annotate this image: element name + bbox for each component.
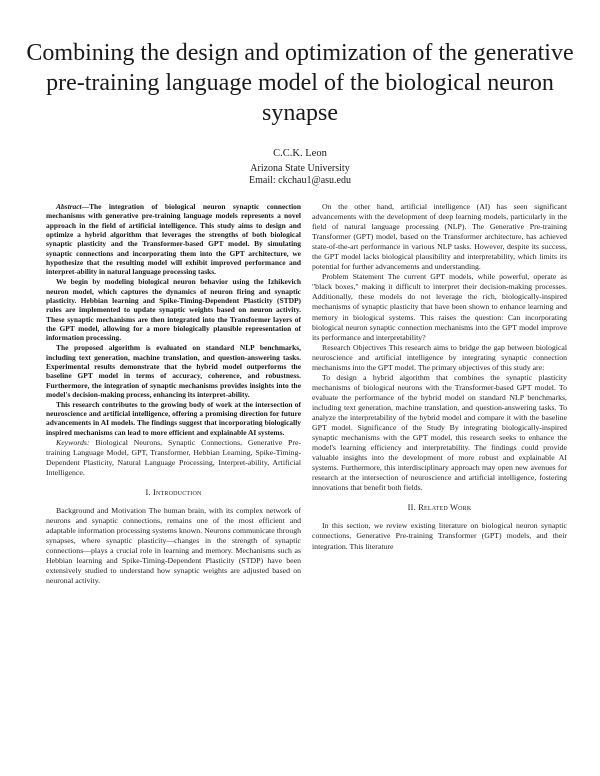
author-affiliation: Arizona State University (250, 162, 350, 174)
intro-paragraph-1: Background and Motivation The human brain, with its complex network of neurons and synaptic connections, remains one of the most efficient and adaptable information processing systems known. Neurons communicate through synapses, where synaptic plasticity—changes in the strength of synaptic connections—plays a crucial role in learning and memory. Mechanisms such as Hebbian learning and Spike-Timing-Dependent Plasticity (STDP) have been extensively studied to understand how synaptic weights are adjusted based on neuronal activity. (46, 505, 301, 586)
section-heading-related-work (312, 503, 567, 513)
paper-title: Combining the design and optimization of the generative pre-training language model of the biological neuron synapse (26, 40, 574, 126)
section-title: Introduction (153, 487, 202, 497)
intro-paragraph-2: On the other hand, artificial intelligence (AI) has seen significant advancements with the development of deep learning models, particularly in the field of natural language processing (NLP). The Generative Pre-training Transformer (GPT) model, based on the Transformer architecture, has achieved state-of-the-art performance in various NLP tasks. However, despite its success, the GPT model lacks biological plausibility and interpretability, which limits its potential for further advancements and understanding. (312, 202, 567, 272)
intro-paragraph-5: To design a hybrid algorithm that combines the synaptic plasticity mechanisms of biological neurons with the Transformer-based GPT model. To evaluate the performance of the hybrid model on standard NLP benchmarks, including text generation, machine translation, and question-answering tasks. To analyze the interpretability of the hybrid model and compare it with the baseline GPT model. Significance of the Study By integrating biologically-inspired synaptic mechanisms with the GPT model, this research seeks to enhance the model's learning efficiency and interpretability. The findings could provide valuable insights into the development of more robust and explainable AI systems. Furthermore, this interdisciplinary approach may open new avenues for research at the intersection of neuroscience and artificial intelligence, fostering innovations that benefit both fields. (312, 372, 567, 493)
section-number: I. (145, 487, 151, 497)
author-name: C.C.K. Leon (273, 148, 327, 159)
related-work-paragraph-1: In this section, we review existing literature on biological neuron synaptic connections, Generative Pre-training Transformer (GPT) models, and their integration. This literature (312, 521, 567, 551)
right-column (312, 202, 567, 552)
intro-paragraph-3: Problem Statement The current GPT models, while powerful, operate as "black boxes," making it difficult to interpret their decision-making processes. Additionally, these models do not leverage the rich, biologically-inspired mechanisms of synaptic plasticity that have been shown to enhance learning and memory in biological systems. This raises the question: Can incorporating biological neuron synaptic connection mechanisms into the GPT model improve its performance and interpretability? (312, 272, 567, 342)
abstract-paragraph-3: The proposed algorithm is evaluated on standard NLP benchmarks, including text generation, machine translation, and question-answering tasks. Experimental results demonstrate that the hybrid model outperforms the baseline GPT model in terms of accuracy, coherence, and robustness. Furthermore, the integration of synaptic mechanisms provides insights into the model's decision-making process, enhancing its interpret-ability. (46, 343, 301, 399)
left-column (46, 202, 301, 586)
intro-paragraph-4: Research Objectives This research aims to bridge the gap between biological neuroscience and artificial intelligence by integrating synaptic connection mechanisms into the GPT model. The primary objectives of this study are: (312, 342, 567, 372)
section-number: II. (407, 503, 416, 513)
section-heading-introduction (46, 488, 301, 498)
abstract-paragraph-4: This research contributes to the growing body of work at the intersection of neuroscience and artificial intelligence, offering a promising direction for future advancements in AI models. The findings suggest that incorporating biologically inspired mechanisms can lead to more efficient and explainable AI systems. (46, 399, 301, 437)
abstract (46, 202, 301, 437)
keywords-text: Biological Neurons, Synaptic Connections, Generative Pre-training Language Model, GPT, Transformer, Hebbian Learning, Spike-Timing-Dependent Plasticity, Natural Language Processing, Interpret-ability, Artificial Intelligence. (46, 437, 301, 477)
author-block (150, 148, 450, 188)
author-email: Email: ckchau1@asu.edu (249, 175, 351, 186)
abstract-text-1: The integration of biological neuron synaptic connection mechanisms with generative pre-training language models represents a novel approach in the field of artificial intelligence. This study aims to design and optimize a hybrid algorithm that leverages the strengths of both biological synaptic plasticity and the Transformer-based GPT model. By simulating synaptic connections and incorporating them into the GPT architecture, we hypothesize that the resulting model will exhibit improved performance and interpret-ability in natural language processing tasks. (46, 202, 301, 277)
abstract-paragraph-1 (46, 202, 301, 277)
keywords (46, 438, 301, 478)
abstract-paragraph-2: We begin by modeling biological neuron behavior using the Izhikevich neuron model, which captures the dynamics of neuron firing and synaptic plasticity. Hebbian learning and Spike-Timing-Dependent Plasticity (STDP) rules are implemented to update synaptic weights based on neuron activity. These synaptic mechanisms are then integrated into the Transformer layers of the GPT model, allowing for a more biologically plausible representation of information processing. (46, 277, 301, 343)
keywords-label: Keywords: (56, 437, 90, 447)
abstract-dash: — (81, 202, 90, 211)
abstract-label: Abstract (56, 202, 82, 211)
section-title: Related Work (418, 503, 472, 513)
